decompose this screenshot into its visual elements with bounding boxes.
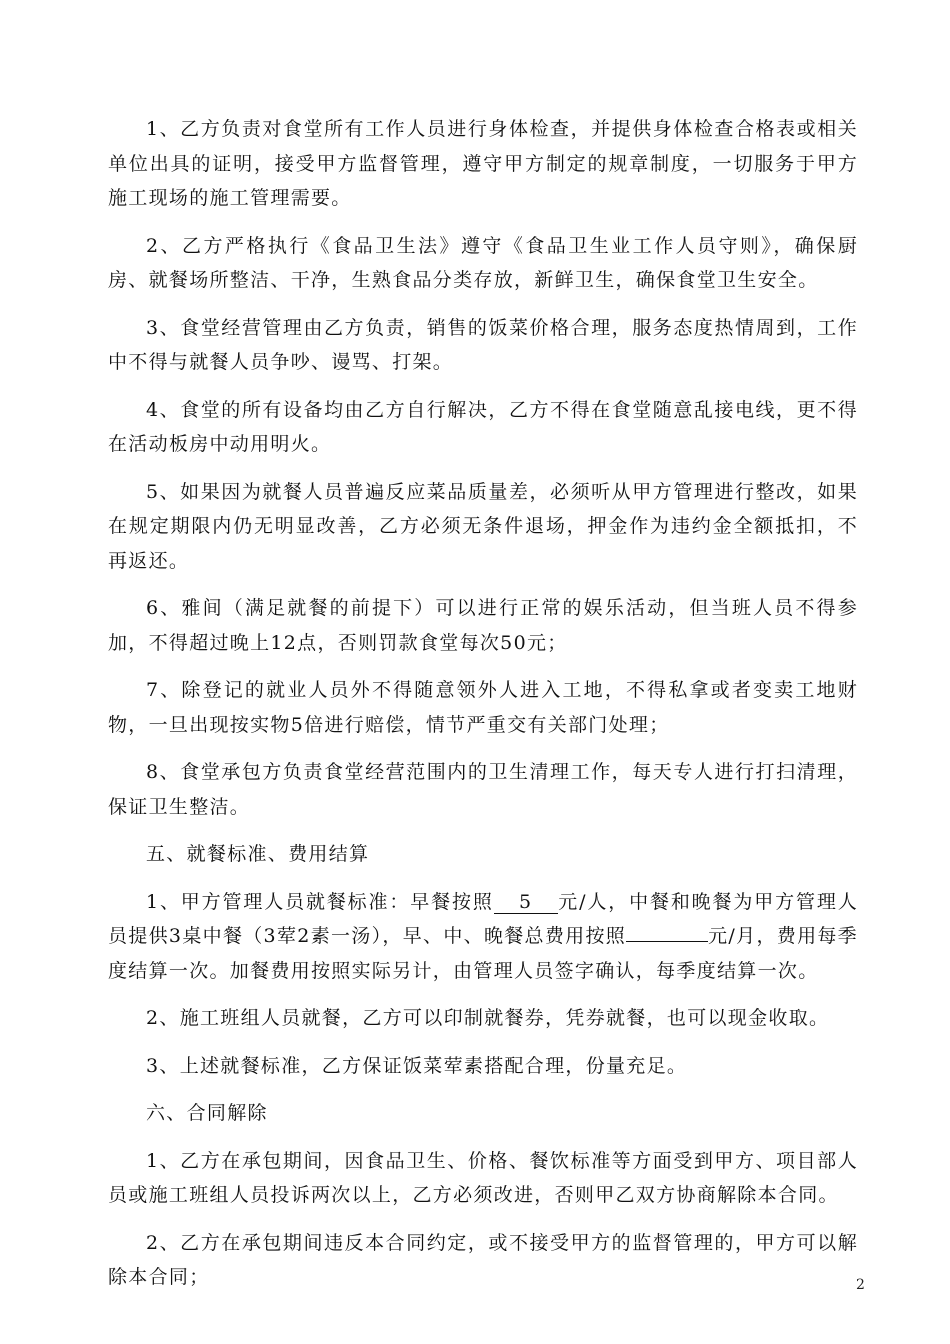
breakfast-price-blank: 5 — [494, 891, 558, 914]
clause-paragraph: 2、乙方在承包期间违反本合同约定，或不接受甲方的监督管理的，甲方可以解除本合同； — [108, 1231, 858, 1288]
section-heading-termination: 六、合同解除 — [146, 1102, 268, 1124]
clause-text: 1、甲方管理人员就餐标准：早餐按照 — [146, 890, 494, 913]
clause-text: 元/月，费用每季度结算一次。加餐费用按照实际另计，由管理人员签字确认，每季度结算一次。 — [108, 925, 858, 982]
clause-paragraph: 2、施工班组人员就餐，乙方可以印制就餐券，凭券就餐，也可以现金收取。 — [146, 1007, 830, 1029]
clause-paragraph: 2、乙方严格执行《食品卫生法》遵守《食品卫生业工作人员守则》，确保厨房、就餐场所整洁、干净，生熟食品分类存放，新鲜卫生，确保食堂卫生安全。 — [108, 234, 858, 291]
clause-paragraph: 1、乙方在承包期间，因食品卫生、价格、餐饮标准等方面受到甲方、项目部人员或施工班组人员投诉两次以上，乙方必须改进，否则甲乙双方协商解除本合同。 — [108, 1149, 858, 1206]
clause-paragraph: 8、食堂承包方负责食堂经营范围内的卫生清理工作，每天专人进行打扫清理，保证卫生整洁。 — [108, 761, 858, 818]
clause-text: 元/人，中餐和晚餐为甲方管理人员提供3桌中餐（3荤2素一汤），早、中、晚餐总费用按照 — [108, 890, 858, 947]
clause-paragraph: 6、雅间（满足就餐的前提下）可以进行正常的娱乐活动，但当班人员不得参加，不得超过晚上12点，否则罚款食堂每次50元； — [108, 597, 858, 654]
monthly-fee-blank — [626, 941, 708, 942]
document-body — [108, 112, 858, 1308]
clause-paragraph: 3、上述就餐标准，乙方保证饭菜荤素搭配合理，份量充足。 — [146, 1054, 688, 1077]
clause-paragraph: 4、食堂的所有设备均由乙方自行解决，乙方不得在食堂随意乱接电线，更不得在活动板房中动用明火。 — [108, 398, 858, 455]
section-heading-meal-standard: 五、就餐标准、费用结算 — [146, 843, 370, 865]
page-number: 2 — [856, 1277, 865, 1293]
clause-paragraph: 3、食堂经营管理由乙方负责，销售的饭菜价格合理，服务态度热情周到，工作中不得与就餐人员争吵、谩骂、打架。 — [108, 316, 858, 373]
clause-paragraph: 5、如果因为就餐人员普遍反应菜品质量差，必须听从甲方管理进行整改，如果在规定期限内仍无明显改善，乙方必须无条件退场，押金作为违约金全额抵扣，不再返还。 — [108, 480, 858, 572]
clause-paragraph: 7、除登记的就业人员外不得随意领外人进入工地，不得私拿或者变卖工地财物，一旦出现按实物5倍进行赔偿，情节严重交有关部门处理； — [108, 679, 858, 736]
meal-standard-clause — [108, 885, 858, 989]
clause-paragraph: 1、乙方负责对食堂所有工作人员进行身体检查，并提供身体检查合格表或相关单位出具的证明，接受甲方监督管理，遵守甲方制定的规章制度，一切服务于甲方施工现场的施工管理需要。 — [108, 118, 858, 209]
